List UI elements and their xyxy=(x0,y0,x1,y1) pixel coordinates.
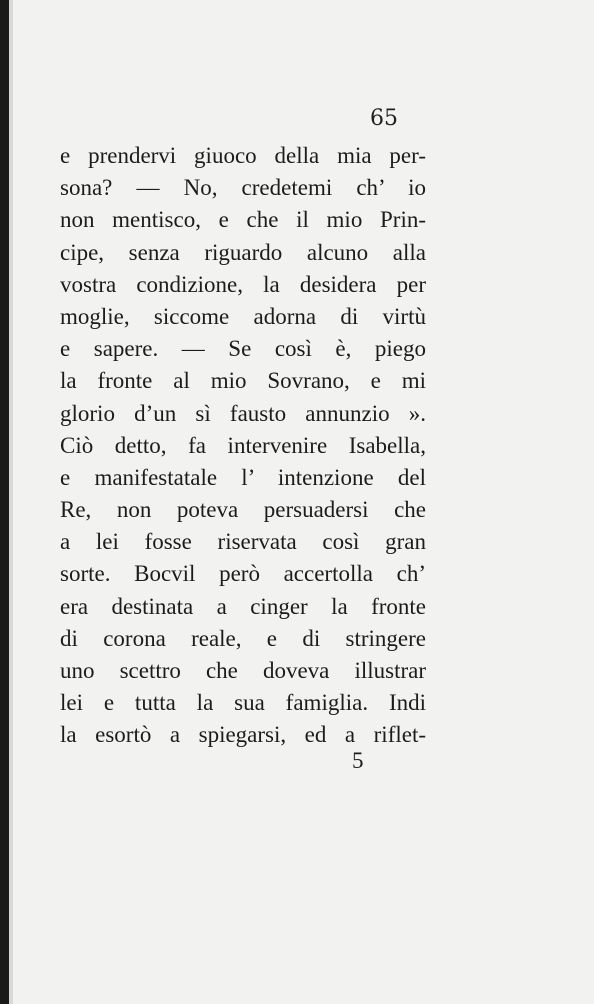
page-edge-shadow xyxy=(9,0,13,1004)
text-line: di corona reale, e di stringere xyxy=(60,625,426,651)
text-line: la esortò a spiegarsi, ed a riflet- xyxy=(60,722,426,748)
text-line: e prendervi giuoco della mia per- xyxy=(60,143,426,168)
text-line: era destinata a cinger la fronte xyxy=(60,593,426,619)
text-line: a lei fosse riservata così gran xyxy=(60,529,426,555)
text-line: sona? — No, credetemi ch’ io xyxy=(60,175,426,201)
text-line: non mentisco, e che il mio Prin- xyxy=(60,207,426,233)
text-line: Re, non poteva persuadersi che xyxy=(60,497,426,523)
text-line: cipe, senza riguardo alcuno alla xyxy=(60,239,426,265)
text-line: vostra condizione, la desidera per xyxy=(60,271,426,297)
page-number: 65 xyxy=(370,106,398,131)
text-line: lei e tutta la sua famiglia. Indi xyxy=(60,690,426,716)
page-binding-edge xyxy=(0,0,9,1004)
text-line: e sapere. — Se così è, piego xyxy=(60,336,426,362)
text-line: uno scettro che doveva illustrar xyxy=(60,658,426,683)
text-line: glorio d’un sì fausto annunzio ». xyxy=(60,400,426,426)
text-line: moglie, siccome adorna di virtù xyxy=(60,303,426,329)
text-line: la fronte al mio Sovrano, e mi xyxy=(60,368,426,394)
signature-mark: 5 xyxy=(352,748,364,773)
body-text xyxy=(60,140,426,752)
text-line: Ciò detto, fa intervenire Isabella, xyxy=(60,432,426,458)
text-line: e manifestatale l’ intenzione del xyxy=(60,464,426,490)
text-line: sorte. Bocvil però accertolla ch’ xyxy=(60,561,426,587)
